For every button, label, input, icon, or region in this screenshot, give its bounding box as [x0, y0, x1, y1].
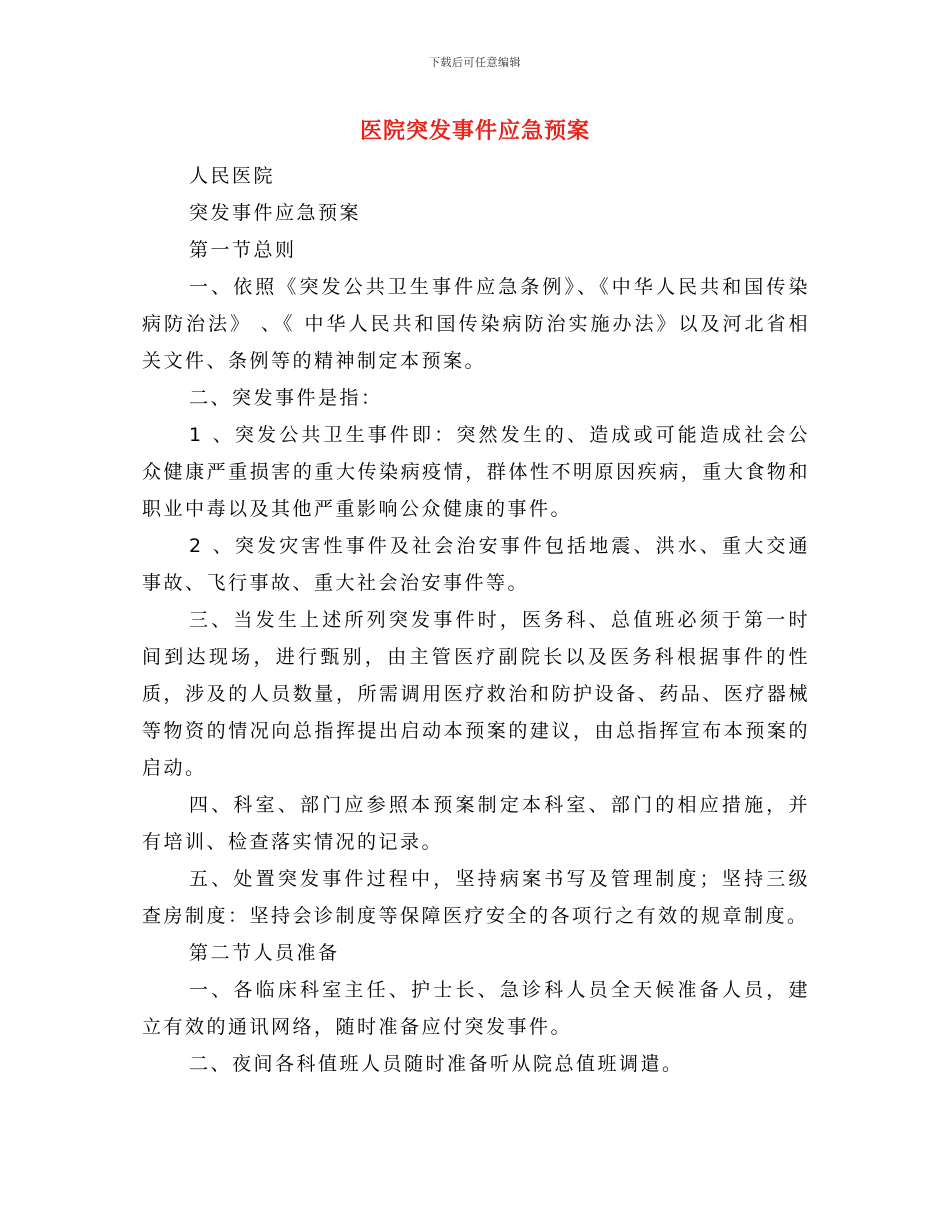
document-title: 医院突发事件应急预案 [359, 119, 590, 144]
page-header-note: 下载后可任意编辑 [429, 56, 521, 69]
paragraph-standby-staff: 一、各临床科室主任、护士长、急诊科人员全天候准备人员，建立有效的通讯网络，随时准备应付突发事件。 [142, 979, 810, 1038]
paragraph-night-duty: 二、夜间各科值班人员随时准备听从院总值班调遣。 [189, 1053, 684, 1075]
document-body [142, 158, 810, 1083]
paragraph-hospital-name: 人民医院 [189, 165, 276, 187]
paragraph-plan-name: 突发事件应急预案 [189, 202, 362, 224]
paragraph-disaster-event: 2 、突发灾害性事件及社会治安事件包括地震、洪水、重大交通事故、飞行事故、重大社会治安事件等。 [142, 535, 810, 594]
paragraph-definition-intro: 二、突发事件是指： [189, 387, 383, 409]
paragraph-basis: 一、依照《突发公共卫生事件应急条例》、《中华人民共和国传染病防治法》 、《 中华人民共和国传染病防治实施办法》以及河北省相关文件、条例等的精神制定本预案。 [142, 276, 810, 372]
section-heading-general: 第一节总则 [189, 239, 297, 261]
paragraph-public-health-event: 1 、突发公共卫生事件即：突然发生的、造成或可能造成社会公众健康严重损害的重大传染病疫情，群体性不明原因疾病，重大食物和职业中毒以及其他严重影响公众健康的事件。 [142, 424, 810, 520]
paragraph-medical-safety: 五、处置突发事件过程中，坚持病案书写及管理制度；坚持三级查房制度：坚持会诊制度等保障医疗安全的各项行之有效的规章制度。 [142, 868, 810, 927]
section-heading-personnel: 第二节人员准备 [189, 942, 340, 964]
paragraph-response-procedure: 三、当发生上述所列突发事件时，医务科、总值班必须于第一时间到达现场，进行甄别，由主管医疗副院长以及医务科根据事件的性质，涉及的人员数量，所需调用医疗救治和防护设备、药品、医疗器械等物资的情况向总指挥提出启动本预案的建议，由总指挥宣布本预案的启动。 [142, 609, 810, 779]
paragraph-department-measures: 四、科室、部门应参照本预案制定本科室、部门的相应措施，并有培训、检查落实情况的记录。 [142, 794, 810, 853]
